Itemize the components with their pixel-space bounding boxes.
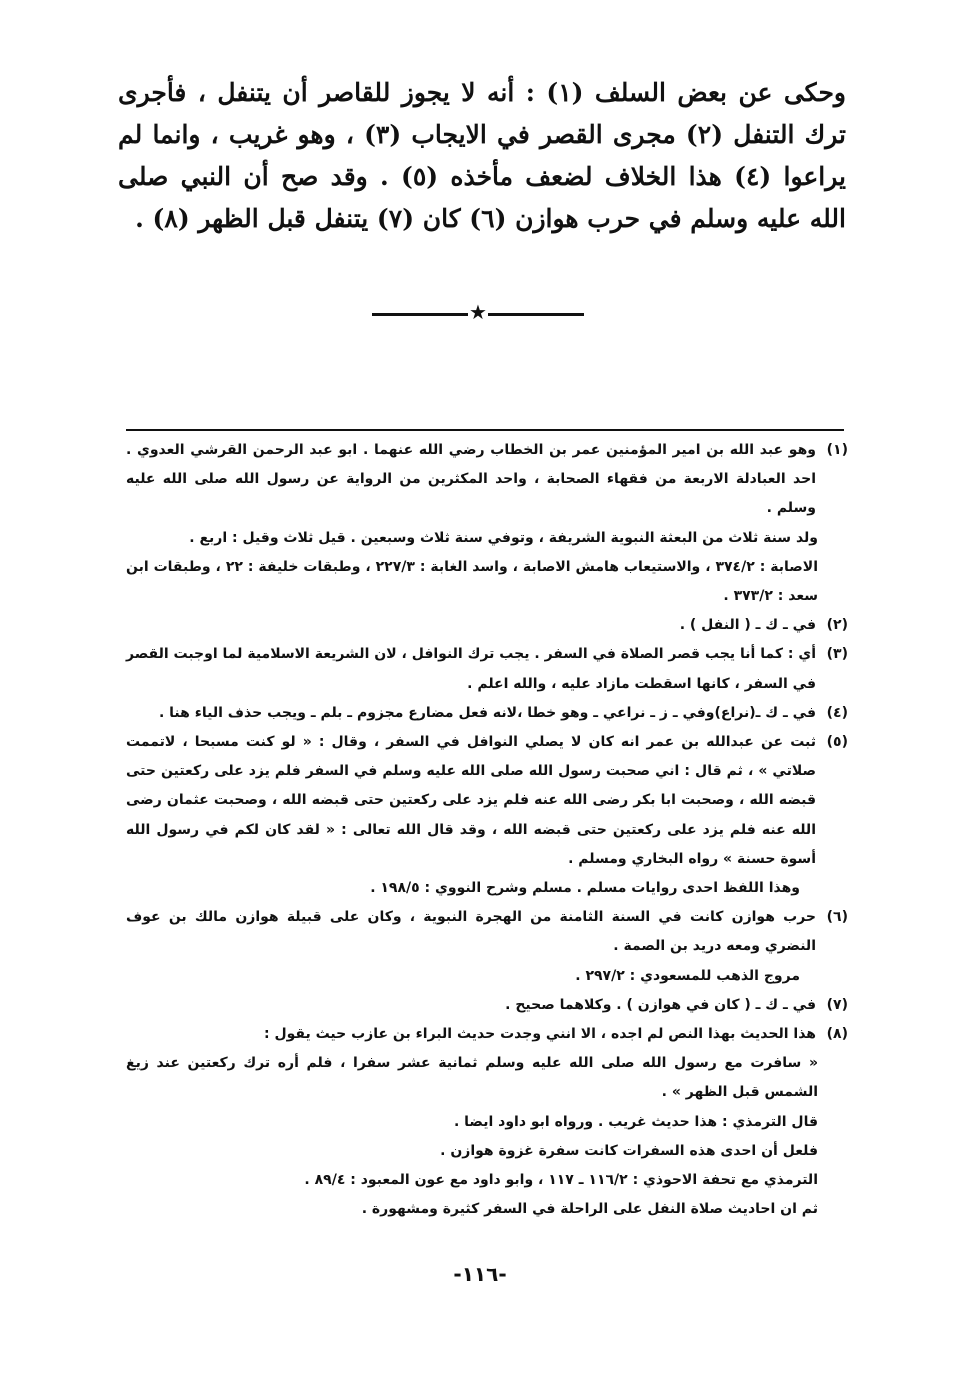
footnote-number: (٣) [826,646,848,663]
footnote-subline: ثم ان احاديث صلاة النفل على الراحلة في السفر كثيرة ومشهورة . [361,1201,818,1218]
footnote-text: هذا الحديث بهذا النص لم اجده ، الا انني وجدت حديث البراء بن عازب حيث يقول : [263,1026,816,1043]
footnote-text: في ـ ك ـ ( النفل ) . [679,617,816,634]
footnote-5 [126,728,848,874]
section-divider-ornament [372,300,584,324]
footnote-4 [126,699,848,728]
footnote-source-line: الترمذي مع تحفة الاحوذي : ١١٦/٢ ـ ١١٧ ، وابو داود مع عون المعبود : ٨٩/٤ . [304,1172,818,1189]
main-paragraph: وحكى عن بعض السلف (١) : أنه لا يجوز للقاصر أن يتنفل ، فأجرى ترك التنفل (٢) مجرى القصر في الايجاب (٣) ، وهو غريب ، وانما لم يراعوا (٤) هذا الخلاف لضعف مأخذه (٥) . وقد صح أن النبي صلى الله عليه وسلم في حرب هوازن (٦) كان (٧) يتنفل قبل الظهر (٨) . [118,78,846,233]
footnote-quote-line: « سافرت مع رسول الله صلى الله عليه وسلم ثمانية عشر سفرا ، فلم أره ترك ركعتين عند زيغ الشمس قبل الظهر » . [126,1055,818,1101]
footnote-6 [126,903,848,961]
footnote-number: (٥) [826,734,848,751]
divider-bar-left [372,313,468,316]
footnote-subline: ولد سنة ثلاث من البعثة النبوية الشريفة ، وتوفي سنة ثلاث وسبعين . قيل ثلاث وقيل : اربع . [189,529,818,546]
footnote-separator-rule [126,429,844,431]
page-number: -١١٦- [453,1262,507,1286]
footnote-number: (٦) [826,909,848,926]
footnote-source-line: مروج الذهب للمسعودي : ٢٩٧/٢ . [575,967,800,984]
footnote-text: أي : كما أنا يجب قصر الصلاة في السفر . يجب ترك النوافل ، لان الشريعة الاسلامية لما اوجبت القصر في السفر ، كانها اسقطت مازاد عليه ، والله اعلم . [126,646,816,692]
footnote-text: ثبت عن عبدالله بن عمر انه كان لا يصلي النوافل في السفر ، وقال : « لو كنت مسبحا ، لاتممت صلاتي » ، ثم قال : اني صحبت رسول الله صلى الله عليه وسلم في السفر فلم يزد على ركعتين حتى قبضه الله ، وصحبت ابا بكر رضى الله عنه فلم يزد على ركعتين حتى قبضه الله ، وصحبت عثمان رضى الله عنه فلم يزد على ركعتين حتى قبضه الله ، وقد قال الله تعالى : « لقد كان لكم في رسول الله أسوة حسنة » رواه البخاري ومسلم . [126,734,816,867]
footnote-1 [126,436,848,524]
footnote-2 [126,611,848,640]
footnote-number: (٢) [826,617,848,634]
footnote-text: في ـ ك ـ(نراع)وفي ـ ز ـ نراعي ـ وهو خطا ،لانه فعل مضارع مجزوم ـ بلم ـ ويجب حذف الياء هنا . [158,704,816,721]
footnote-number: (٤) [826,704,848,721]
footnote-number: (٨) [826,1026,848,1043]
footnote-7 [126,991,848,1020]
footnote-3 [126,640,848,698]
star-icon: ★ [469,300,487,324]
footnote-source-line: وهذا اللفظ احدى روايات مسلم . مسلم وشرح النووي : ١٩٨/٥ . [370,880,800,897]
footnote-subline: قال الترمذي : هذا حديث غريب . ورواه ابو داود ايضا . [453,1113,818,1130]
footnote-subline: فلعل أن احدى هذه السفرات كانت سفرة غزوة هوازن . [440,1142,818,1159]
main-text-block [118,72,846,240]
footnotes-section [126,436,848,1224]
footnote-source-line: الاصابة : ٣٧٤/٢ ، والاستيعاب هامش الاصابة ، واسد الغابة : ٢٢٧/٣ ، وطبقات خليفة : ٢٢ ، وطبقات ابن سعد : ٣٧٣/٢ . [126,558,818,605]
divider-bar-right [488,313,584,316]
footnote-text: وهو عبد الله بن امير المؤمنين عمر بن الخطاب رضي الله عنهما . ابو عبد الرحمن القرشي العدوي . احد العبادلة الاربعة من فقهاء الصحابة ، واحد المكثرين من الرواية عن رسول الله صلى الله عليه وسلم . [126,442,816,517]
footnote-text: في ـ ك ـ ( كان في هوازن ) . وكلاهما صحيح . [505,996,816,1013]
footnote-number: (٧) [826,996,848,1013]
footnote-8 [126,1020,848,1049]
footnote-number: (١) [826,442,848,458]
footnote-text: حرب هوازن كانت في السنة الثامنة من الهجرة النبوية ، وكان على قبيلة هوازن مالك بن عوف النضري ومعه دريد بن الصمة . [126,909,816,955]
